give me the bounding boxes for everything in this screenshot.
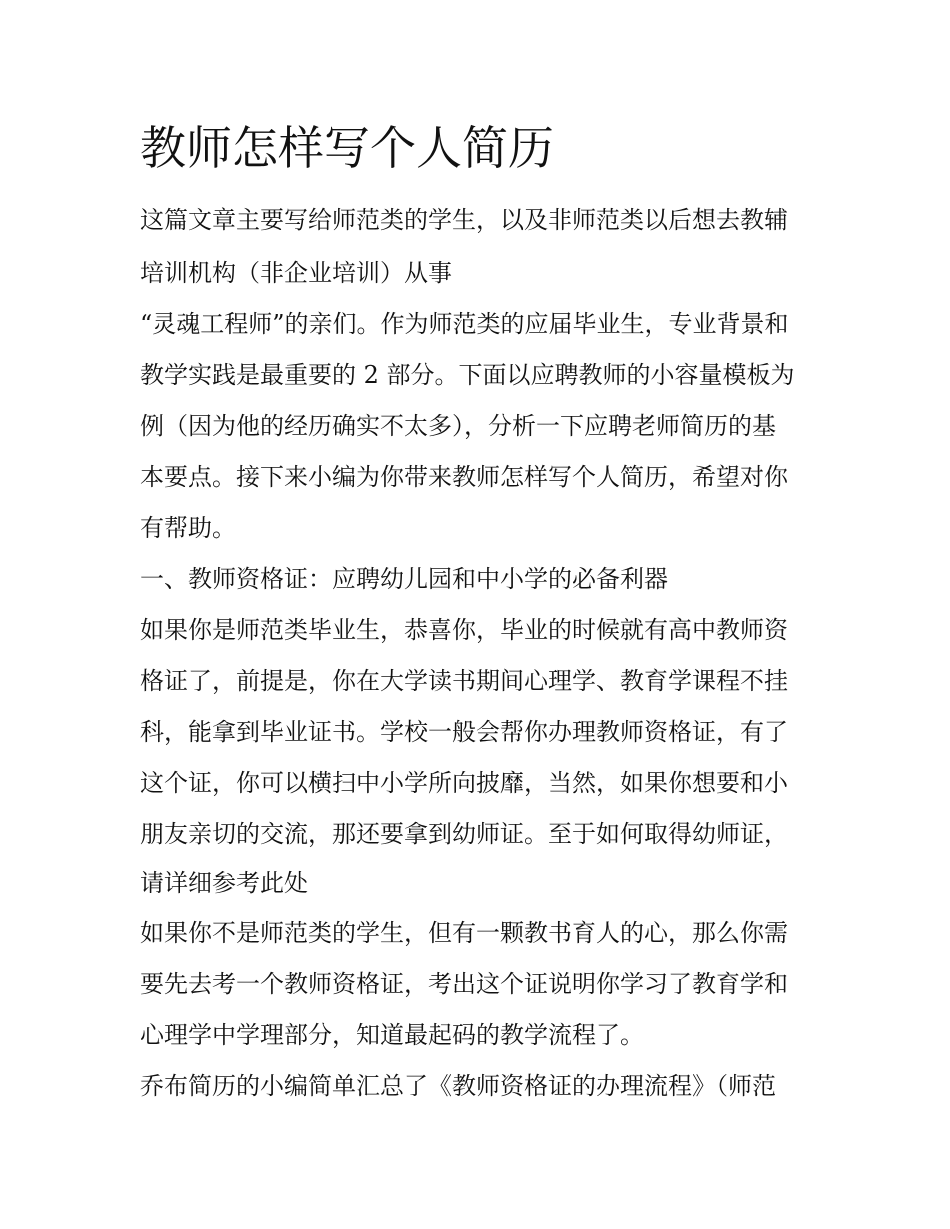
paragraph-line: 请详细参考此处: [140, 869, 308, 897]
paragraph-line: 培训机构（非企业培训）从事: [140, 259, 452, 287]
paragraph-line: 本要点。接下来小编为你带来教师怎样写个人简历，希望对你: [140, 463, 788, 491]
paragraph-line: 教学实践是最重要的 2 部分。下面以应聘教师的小容量模板为: [140, 361, 795, 389]
paragraph-line: “灵魂工程师”的亲们。作为师范类的应届毕业生，专业背景和: [140, 310, 789, 338]
paragraph-line: 这个证，你可以横扫中小学所向披靡，当然，如果你想要和小: [140, 769, 788, 797]
paragraph-line: 有帮助。: [140, 514, 236, 542]
paragraph-line: 例（因为他的经历确实不太多），分析一下应聘老师简历的基: [140, 412, 776, 440]
paragraph-line: 心理学中学理部分，知道最起码的教学流程了。: [140, 1021, 644, 1049]
paragraph-line: 科，能拿到毕业证书。学校一般会帮你办理教师资格证，有了: [140, 718, 788, 746]
paragraph-line: 朋友亲切的交流，那还要拿到幼师证。至于如何取得幼师证，: [140, 820, 788, 848]
section-heading: 一、教师资格证：应聘幼儿园和中小学的必备利器: [140, 565, 668, 593]
paragraph-line: 如果你是师范类毕业生，恭喜你，毕业的时候就有高中教师资: [140, 616, 788, 644]
document-title: 教师怎样写个人简历: [140, 121, 554, 175]
paragraph-line: 格证了，前提是，你在大学读书期间心理学、教育学课程不挂: [140, 667, 788, 695]
paragraph-line: 如果你不是师范类的学生，但有一颗教书育人的心，那么你需: [140, 919, 788, 947]
paragraph-line: 这篇文章主要写给师范类的学生，以及非师范类以后想去教辅: [140, 206, 788, 234]
paragraph-line: 要先去考一个教师资格证，考出这个证说明你学习了教育学和: [140, 970, 788, 998]
paragraph-line: 乔布简历的小编简单汇总了《教师资格证的办理流程》（师范: [140, 1072, 776, 1100]
